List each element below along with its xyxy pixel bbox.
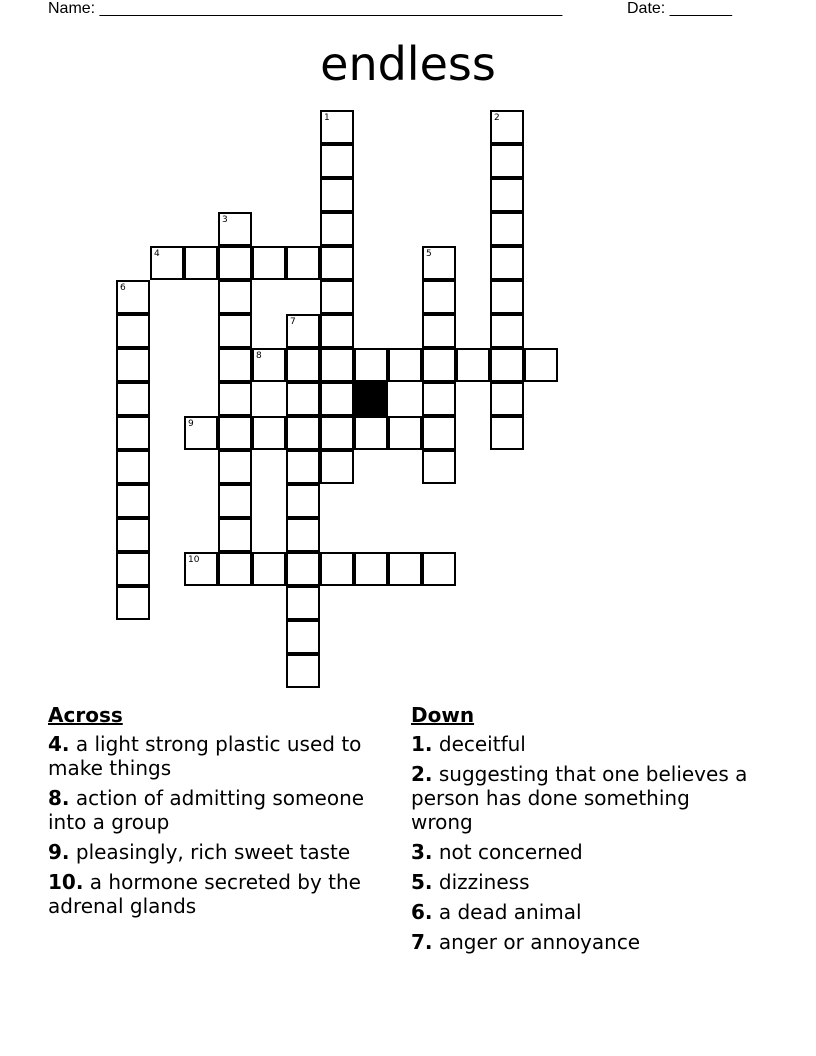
grid-cell[interactable] [218,280,252,314]
grid-cell[interactable] [422,348,456,382]
clue-number: 9. [48,840,70,864]
grid-cell[interactable] [490,110,524,144]
grid-cell[interactable] [116,450,150,484]
grid-cell[interactable] [490,212,524,246]
clue-number-label: 2 [494,113,500,123]
grid-cell[interactable] [320,110,354,144]
clue-across-8 [48,786,393,834]
grid-cell[interactable] [252,348,286,382]
grid-cell[interactable] [490,314,524,348]
grid-cell[interactable] [218,348,252,382]
clue-number: 5. [411,870,433,894]
grid-cell[interactable] [490,382,524,416]
grid-cell[interactable] [286,314,320,348]
grid-cell[interactable] [320,212,354,246]
name-label: Name: [48,0,96,17]
grid-cell[interactable] [354,348,388,382]
grid-cell[interactable] [286,382,320,416]
clue-down-1 [411,732,751,756]
clue-down-3 [411,840,751,864]
clue-text: a dead animal [438,900,582,924]
grid-cell[interactable] [218,314,252,348]
clue-number-label: 8 [256,351,262,361]
clue-number-label: 9 [188,419,194,429]
grid-cell[interactable] [286,484,320,518]
grid-cell[interactable] [422,382,456,416]
clue-text: a hormone secreted by the adrenal glands [48,870,361,918]
puzzle-title: endless [320,37,496,91]
grid-cell[interactable] [422,314,456,348]
grid-cell[interactable] [218,212,252,246]
grid-cell[interactable] [116,314,150,348]
clue-down-7 [411,930,751,954]
grid-cell[interactable] [252,552,286,586]
clue-number: 1. [411,732,433,756]
clue-down-5 [411,870,751,894]
clue-number: 8. [48,786,70,810]
grid-cell[interactable] [490,416,524,450]
grid-cell[interactable] [116,484,150,518]
grid-cell[interactable] [388,552,422,586]
grid-cell[interactable] [286,246,320,280]
grid-cell[interactable] [218,552,252,586]
clue-number-label: 5 [426,249,432,259]
clue-number-label: 7 [290,317,296,327]
grid-cell[interactable] [116,416,150,450]
grid-cell[interactable] [320,552,354,586]
grid-cell[interactable] [116,552,150,586]
clue-number: 4. [48,732,70,756]
grid-cell[interactable] [218,382,252,416]
down-clues [411,702,751,960]
grid-cell[interactable] [286,416,320,450]
date-blank[interactable]: _______ [669,0,732,17]
clue-number-label: 4 [154,249,160,259]
clue-number: 3. [411,840,433,864]
grid-cell[interactable] [422,450,456,484]
clue-text: a light strong plastic used to make things [48,732,362,780]
grid-cell[interactable] [490,348,524,382]
clue-number-label: 6 [120,283,126,293]
across-clues [48,702,393,924]
grid-cell[interactable] [286,586,320,620]
clue-across-9 [48,840,393,864]
grid-cell[interactable] [320,246,354,280]
clue-number: 2. [411,762,433,786]
clue-text: pleasingly, rich sweet taste [75,840,351,864]
grid-cell[interactable] [286,348,320,382]
grid-cell[interactable] [218,246,252,280]
grid-cell[interactable] [320,416,354,450]
grid-cell[interactable] [320,348,354,382]
grid-cell[interactable] [490,246,524,280]
grid-cell[interactable] [252,416,286,450]
clue-text: not concerned [438,840,583,864]
grid-cell[interactable] [354,552,388,586]
grid-cell[interactable] [422,416,456,450]
clue-number: 7. [411,930,433,954]
grid-cell[interactable] [150,246,184,280]
grid-cell[interactable] [218,518,252,552]
grid-cell[interactable] [320,280,354,314]
grid-cell[interactable] [286,518,320,552]
grid-cell[interactable] [490,280,524,314]
clue-text: anger or annoyance [438,930,641,954]
grid-cell[interactable] [320,144,354,178]
down-heading: Down [411,703,475,727]
clue-across-4 [48,732,393,780]
grid-cell[interactable] [218,450,252,484]
clue-down-6 [411,900,751,924]
clue-number-label: 3 [222,215,228,225]
clue-number-label: 1 [324,113,330,123]
grid-cell[interactable] [116,382,150,416]
clue-across-10 [48,870,393,918]
grid-cell[interactable] [286,552,320,586]
grid-cell[interactable] [252,246,286,280]
grid-cell[interactable] [116,280,150,314]
grid-cell[interactable] [354,416,388,450]
clue-number: 6. [411,900,433,924]
grid-cell[interactable] [524,348,558,382]
grid-cell[interactable] [422,246,456,280]
grid-cell[interactable] [218,484,252,518]
grid-cell[interactable] [116,586,150,620]
across-heading: Across [48,703,123,727]
grid-cell[interactable] [320,314,354,348]
grid-cell[interactable] [218,416,252,450]
grid-cell[interactable] [320,382,354,416]
grid-cell[interactable] [286,620,320,654]
grid-cell[interactable] [388,416,422,450]
name-blank[interactable]: ____________________________________________________ [99,0,563,17]
grid-cell[interactable] [320,450,354,484]
date-label: Date: [627,0,666,17]
grid-cell[interactable] [116,518,150,552]
grid-cell[interactable] [388,348,422,382]
grid-cell[interactable] [490,178,524,212]
grid-cell[interactable] [286,450,320,484]
grid-cell[interactable] [456,348,490,382]
clue-text: dizziness [438,870,530,894]
clue-number: 10. [48,870,84,894]
grid-cell[interactable] [184,552,218,586]
clue-number-label: 10 [188,555,200,565]
grid-cell[interactable] [116,348,150,382]
grid-cell[interactable] [422,280,456,314]
grid-cell[interactable] [490,144,524,178]
grid-cell[interactable] [286,654,320,688]
clue-text: action of admitting someone into a group [48,786,365,834]
clue-down-2 [411,762,751,834]
clue-text: deceitful [438,732,526,756]
clue-text: suggesting that one believes a person has done something wrong [411,762,748,834]
grid-cell[interactable] [184,246,218,280]
grid-cell[interactable] [184,416,218,450]
black-square [354,382,388,416]
grid-cell[interactable] [320,178,354,212]
grid-cell[interactable] [422,552,456,586]
